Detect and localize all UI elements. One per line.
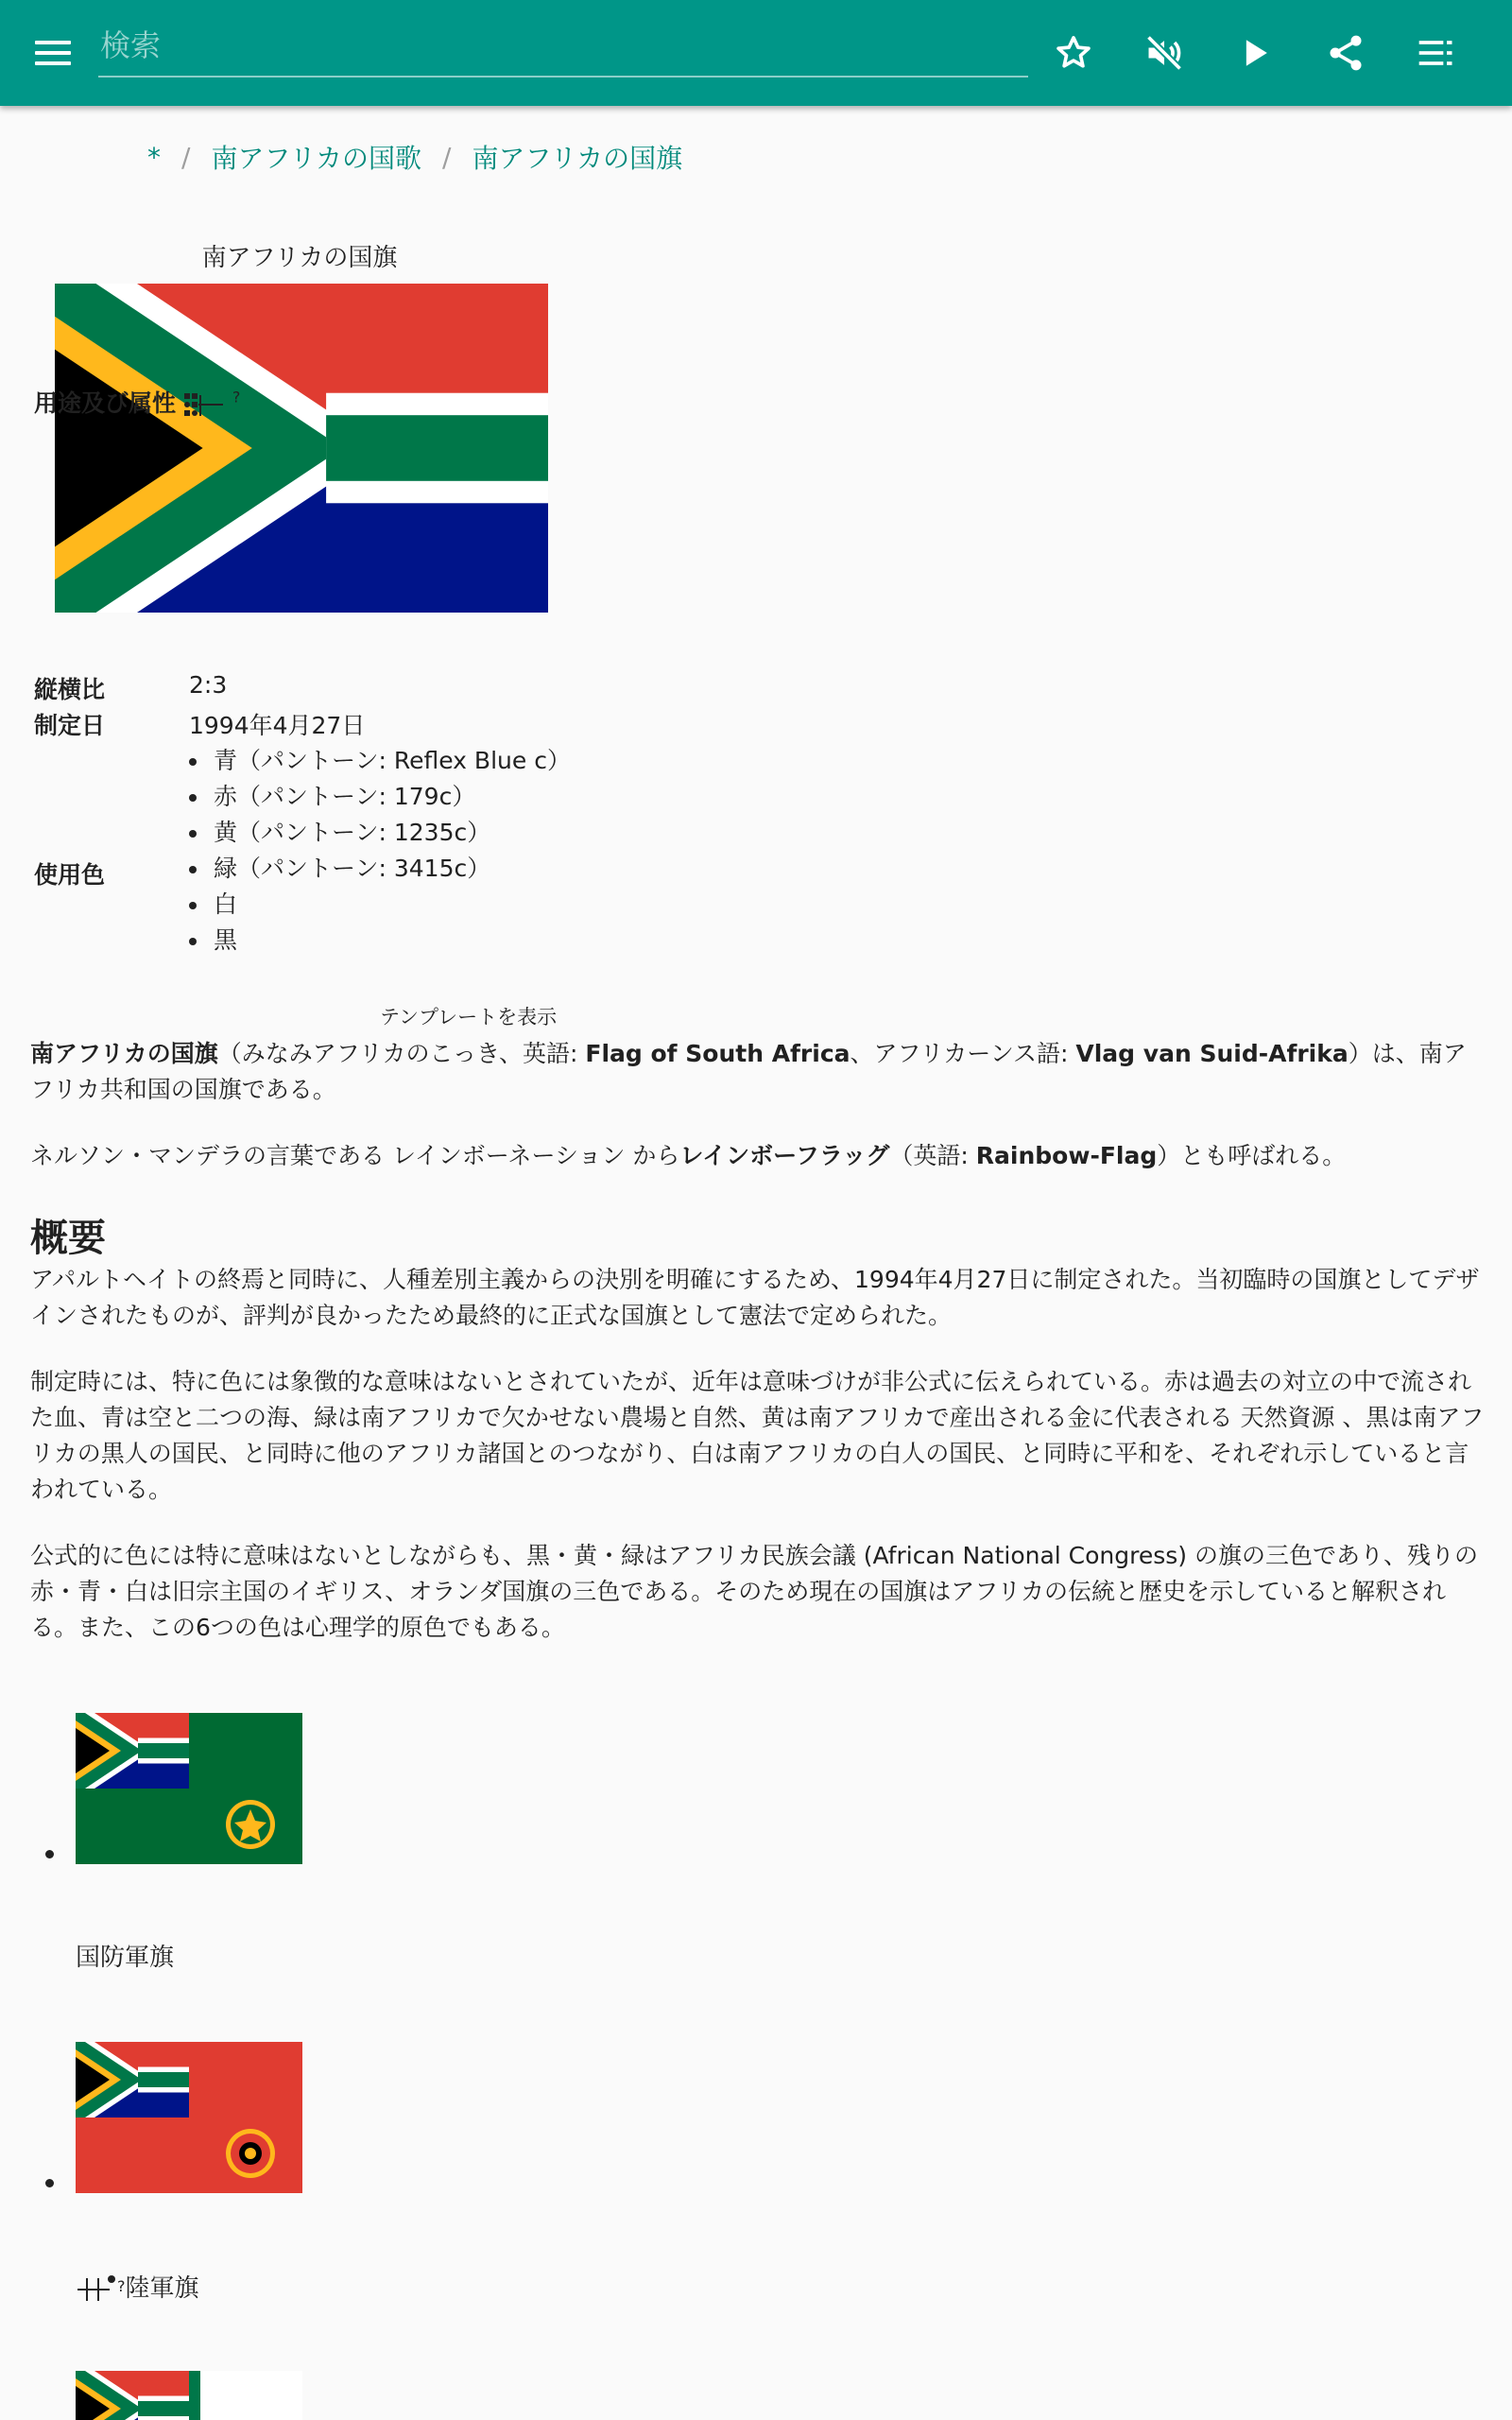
color-item-green[interactable]: 緑（パントーン: 3415c） — [181, 851, 578, 887]
app-bar — [0, 0, 1512, 106]
breadcrumb-separator: / — [442, 141, 452, 173]
breadcrumb-item-flag[interactable]: 南アフリカの国旗 — [472, 143, 683, 174]
colors-list — [181, 743, 578, 959]
search-input[interactable] — [98, 19, 1028, 72]
afrikaans-name: Vlag van Suid-Afrika — [1075, 1040, 1349, 1067]
infobox-caption: 南アフリカの国旗 — [201, 244, 398, 272]
colors-row — [34, 856, 105, 890]
rainbow-text: （英語: — [889, 1142, 976, 1169]
article-subject: 南アフリカの国旗 — [30, 1040, 218, 1067]
usage-row — [34, 385, 240, 419]
color-item-yellow[interactable]: 黄（パントーン: 1235c） — [181, 815, 578, 851]
intro-text: ）は、南アフリカ共和国の国旗である。 — [30, 1040, 1467, 1103]
star-icon[interactable] — [1047, 26, 1100, 79]
intro-paragraph — [30, 1036, 1486, 1108]
rainbow-text: ネルソン・マンデラの言葉である レインボーネーション から — [30, 1142, 680, 1169]
breadcrumb-separator: / — [181, 141, 191, 173]
overview-paragraph-2: 制定時には、特に色には象徴的な意味はないとされていたが、近年は意味づけが非公式に伝えられている。赤は過去の対立の中で流された血、青は空と二つの海、緑は南アフリカで欠かせない農場と自然、黄は南アフリカで産出される金に代表される 天然資源 、黒は南アフリカの黒人の国民、と同時に他のアフリカ諸国とのつながり、白は南アフリカの白人の国民、と同時に平和を、それぞれ示していると言われている。 — [30, 1368, 1485, 1503]
adopted-row — [34, 707, 366, 741]
list-icon[interactable] — [1410, 26, 1463, 79]
section-heading-overview: 概要 — [30, 1217, 106, 1260]
intro-text: （みなみアフリカのこっき、英語: — [217, 1040, 586, 1067]
adopted-label: 制定日 — [34, 712, 106, 739]
breadcrumb-home[interactable]: * — [147, 141, 161, 173]
intro-text: 、アフリカーンス語: — [850, 1040, 1076, 1067]
colors-label: 使用色 — [34, 861, 106, 889]
army-flag-caption-row — [76, 2269, 199, 2304]
breadcrumb — [147, 138, 682, 176]
gallery-bullet — [45, 2179, 54, 2187]
army-help-link[interactable]: ? — [117, 2277, 126, 2295]
color-item-blue[interactable]: 青（パントーン: Reflex Blue c） — [181, 743, 578, 779]
template-link[interactable]: テンプレートを表示 — [380, 1006, 558, 1028]
rainbow-text: ）とも呼ばれる。 — [1157, 1142, 1347, 1169]
menu-icon[interactable] — [26, 26, 79, 79]
ratio-value: 2:3 — [189, 671, 228, 699]
english-name: Flag of South Africa — [585, 1040, 850, 1067]
army-flag-image[interactable] — [76, 2042, 302, 2193]
overview-paragraph-3: 公式的に色には特に意味はないとしながらも、黒・黄・緑はアフリカ民族会議 (African National Congress) の旗の三色であり、残りの赤・青・白は旧宗主国のイギリス、オランダ国旗の三色である。そのため現在の国旗はアフリカの伝統と歴史を示していると解釈される。また、この6つの色は心理学的原色でもある。 — [30, 1542, 1478, 1641]
ratio-row — [34, 671, 228, 705]
breadcrumb-item-anthem[interactable]: 南アフリカの国歌 — [211, 143, 422, 174]
army-symbol-icon — [76, 2271, 117, 2303]
defence-force-flag-caption: 国防軍旗 — [76, 1944, 175, 1972]
overview-paragraph-1: アパルトヘイトの終焉と同時に、人種差別主義からの決別を明確にするため、1994年4月27日に制定された。当初臨時の国旗としてデザインされたものが、評判が良かったため最終的に正式な国旗として憲法で定められた。 — [30, 1266, 1480, 1329]
volume-off-icon[interactable] — [1138, 26, 1191, 79]
usage-label: 用途及び属性 — [34, 389, 177, 417]
search-bar[interactable] — [98, 19, 1028, 78]
gallery-bullet — [45, 1850, 54, 1858]
color-item-black[interactable]: 黒 — [181, 923, 578, 959]
defence-force-flag-image[interactable] — [76, 1713, 302, 1864]
gallery-flag-image-3[interactable] — [76, 2371, 302, 2420]
rainbow-flag-english: Rainbow-Flag — [975, 1142, 1158, 1169]
adopted-value[interactable]: 1994年4月27日 — [189, 712, 366, 739]
color-item-white[interactable]: 白 — [181, 887, 578, 923]
flag-south-africa-image[interactable] — [55, 284, 548, 613]
share-icon[interactable] — [1319, 26, 1372, 79]
play-icon[interactable] — [1228, 26, 1281, 79]
ratio-label: 縦横比 — [34, 676, 106, 703]
flag-usage-symbol-icon — [183, 391, 225, 418]
army-flag-caption: 陸軍旗 — [125, 2274, 199, 2303]
rainbow-flag-term: レインボーフラッグ — [679, 1142, 890, 1169]
usage-help-link[interactable]: ? — [232, 388, 241, 406]
rainbow-paragraph — [30, 1138, 1486, 1174]
color-item-red[interactable]: 赤（パントーン: 179c） — [181, 779, 578, 815]
